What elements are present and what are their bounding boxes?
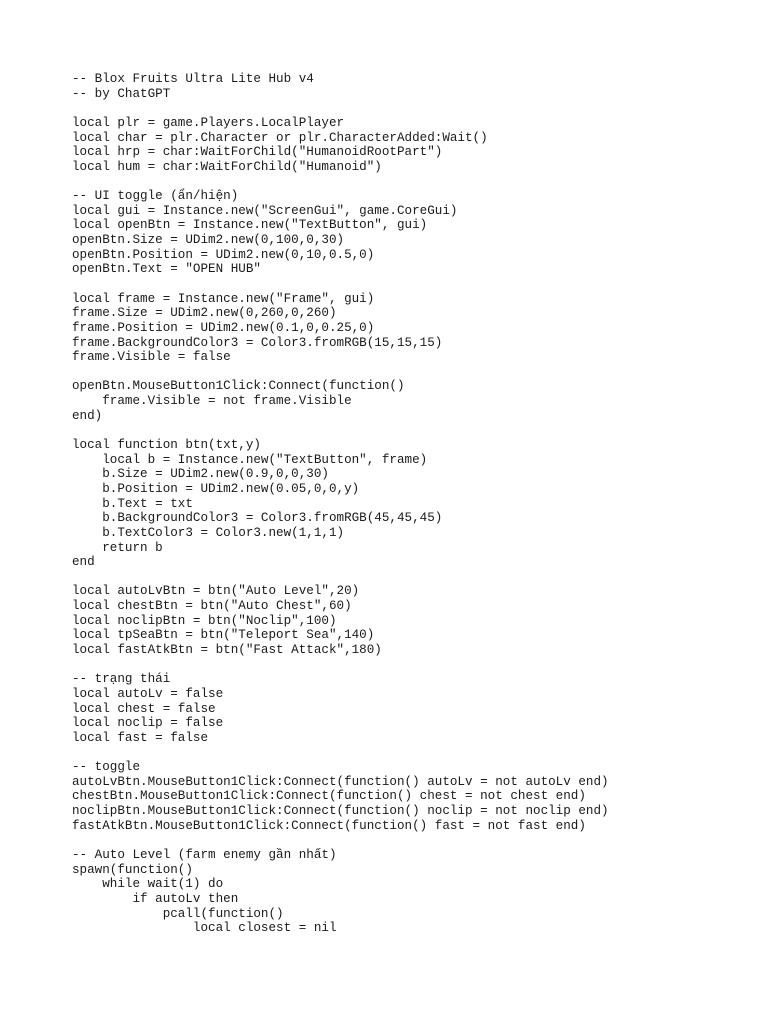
code-line: openBtn.Text = "OPEN HUB" (72, 262, 261, 277)
code-line: fastAtkBtn.MouseButton1Click:Connect(function() fast = not fast end) (72, 818, 586, 833)
code-line: frame.Position = UDim2.new(0.1,0,0.25,0) (72, 320, 375, 335)
code-listing (72, 72, 752, 936)
code-line: local gui = Instance.new("ScreenGui", game.CoreGui) (72, 203, 458, 218)
code-line (72, 833, 752, 848)
code-line: b.Text = txt (72, 496, 193, 511)
code-line (72, 745, 752, 760)
code-line: local char = plr.Character or plr.CharacterAdded:Wait() (72, 130, 488, 145)
code-line: frame.Visible = false (72, 350, 231, 365)
code-line: local fast = false (72, 730, 209, 745)
code-line: end (72, 555, 95, 570)
code-line: frame.Visible = not frame.Visible (72, 394, 352, 409)
code-line (72, 174, 752, 189)
code-line (72, 277, 752, 292)
code-line: local b = Instance.new("TextButton", frame) (72, 452, 428, 467)
code-line: local function btn(txt,y) (72, 438, 261, 453)
code-line: frame.Size = UDim2.new(0,260,0,260) (72, 306, 337, 321)
code-line: b.BackgroundColor3 = Color3.fromRGB(45,45,45) (72, 511, 443, 526)
code-line: local plr = game.Players.LocalPlayer (72, 115, 345, 130)
code-line: local chestBtn = btn("Auto Chest",60) (72, 599, 352, 614)
code-line: -- UI toggle (ẩn/hiện) (72, 189, 239, 204)
code-line: while wait(1) do (72, 877, 224, 892)
code-line: -- Auto Level (farm enemy gần nhất) (72, 847, 337, 862)
code-line: return b (72, 540, 163, 555)
code-line: local autoLvBtn = btn("Auto Level",20) (72, 584, 360, 599)
code-line: openBtn.MouseButton1Click:Connect(function() (72, 379, 405, 394)
code-line: -- trạng thái (72, 672, 171, 687)
code-line: chestBtn.MouseButton1Click:Connect(function() chest = not chest end) (72, 789, 586, 804)
code-line: local openBtn = Instance.new("TextButton", gui) (72, 218, 428, 233)
code-line: -- toggle (72, 760, 141, 775)
code-line: -- by ChatGPT (72, 86, 171, 101)
code-line: local fastAtkBtn = btn("Fast Attack",180) (72, 642, 382, 657)
code-line: noclipBtn.MouseButton1Click:Connect(function() noclip = not noclip end) (72, 804, 609, 819)
code-line (72, 658, 752, 673)
code-line: local frame = Instance.new("Frame", gui) (72, 291, 375, 306)
code-line: local hum = char:WaitForChild("Humanoid") (72, 159, 382, 174)
code-line: if autoLv then (72, 891, 239, 906)
code-line (72, 365, 752, 380)
code-line: spawn(function() (72, 862, 193, 877)
code-line: autoLvBtn.MouseButton1Click:Connect(function() autoLv = not autoLv end) (72, 774, 609, 789)
code-line: local chest = false (72, 701, 216, 716)
code-line: b.TextColor3 = Color3.new(1,1,1) (72, 525, 345, 540)
code-line: local closest = nil (72, 921, 337, 936)
code-line: local noclipBtn = btn("Noclip",100) (72, 613, 337, 628)
code-line: frame.BackgroundColor3 = Color3.fromRGB(15,15,15) (72, 335, 443, 350)
code-line (72, 570, 752, 585)
code-line: openBtn.Position = UDim2.new(0,10,0.5,0) (72, 247, 375, 262)
code-line (72, 101, 752, 116)
code-line: openBtn.Size = UDim2.new(0,100,0,30) (72, 233, 345, 248)
code-line: local tpSeaBtn = btn("Teleport Sea",140) (72, 628, 375, 643)
code-line: local autoLv = false (72, 686, 224, 701)
code-line: b.Position = UDim2.new(0.05,0,0,y) (72, 481, 360, 496)
code-line: b.Size = UDim2.new(0.9,0,0,30) (72, 467, 329, 482)
code-line: local noclip = false (72, 716, 224, 731)
code-line: -- Blox Fruits Ultra Lite Hub v4 (72, 72, 314, 86)
code-line: pcall(function() (72, 906, 284, 921)
code-line (72, 423, 752, 438)
code-line: end) (72, 408, 103, 423)
code-line: local hrp = char:WaitForChild("HumanoidRootPart") (72, 145, 443, 160)
